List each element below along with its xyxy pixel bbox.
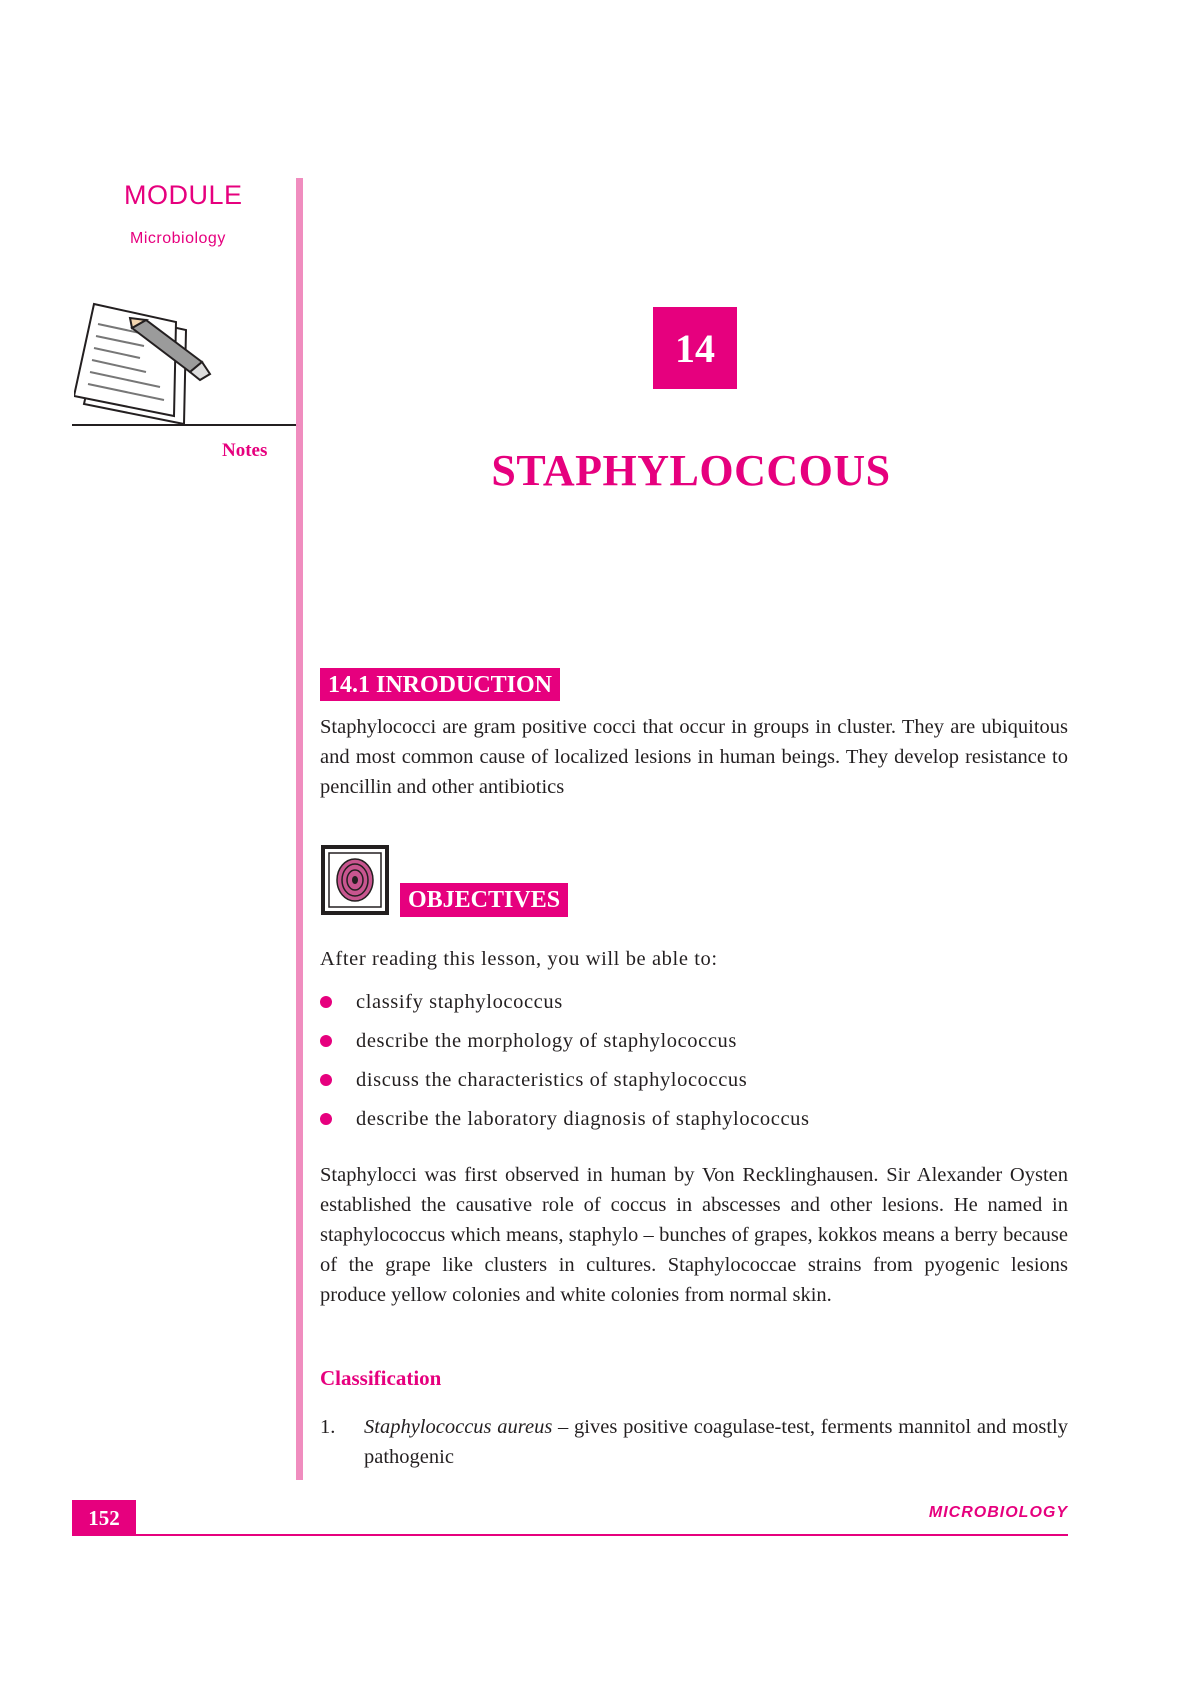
module-name: Microbiology <box>130 230 226 247</box>
item-number: 1. <box>320 1416 336 1438</box>
notes-label: Notes <box>222 440 268 461</box>
footer-rule <box>72 1534 1068 1536</box>
footer-subject: MICROBIOLOGY <box>928 1504 1068 1521</box>
module-label: MODULE <box>124 180 243 210</box>
notes-divider <box>72 424 298 426</box>
classification-heading: Classification <box>320 1366 442 1390</box>
species-name: Staphylococcus aureus <box>364 1416 553 1438</box>
objective-text: discuss the characteristics of staphylococcus <box>356 1069 748 1091</box>
objective-text: classify staphylococcus <box>356 991 563 1013</box>
fingerprint-target-icon <box>320 844 390 916</box>
bullet-icon <box>320 1035 332 1047</box>
page-number: 152 <box>72 1500 136 1536</box>
chapter-title: STAPHYLOCCOUS <box>491 446 891 495</box>
introduction-heading: 14.1 INRODUCTION <box>320 668 560 701</box>
notepad-pencil-icon <box>74 300 214 430</box>
objective-text: describe the morphology of staphylococcus <box>356 1030 737 1052</box>
objectives-heading: OBJECTIVES <box>400 883 568 917</box>
introduction-paragraph: Staphylococci are gram positive cocci that occur in groups in cluster. They are ubiquitous and most common cause of localized lesions in human beings. They develop resistance to pencillin and other antibiotics <box>320 716 1068 798</box>
bullet-icon <box>320 1113 332 1125</box>
chapter-number: 14 <box>653 307 737 389</box>
sidebar-vertical-bar <box>296 178 303 1480</box>
species-description: – gives positive coagulase-test, ferments mannitol and mostly pathogenic <box>364 1416 1068 1468</box>
bullet-icon <box>320 1074 332 1086</box>
bullet-icon <box>320 996 332 1008</box>
objective-text: describe the laboratory diagnosis of staphylococcus <box>356 1108 810 1130</box>
objectives-lead: After reading this lesson, you will be able to: <box>320 948 718 970</box>
item-text <box>364 1412 1068 1472</box>
history-paragraph: Staphylocci was first observed in human by Von Recklinghausen. Sir Alexander Oysten established the causative role of coccus in abscesses and other lesions. He named in staphylococcus which means, staphylo – bunches of grapes, kokkos means a berry because of the grape like clusters in cultures. Staphylococcae strains from pyogenic lesions produce yellow colonies and white colonies from normal skin. <box>320 1164 1068 1306</box>
